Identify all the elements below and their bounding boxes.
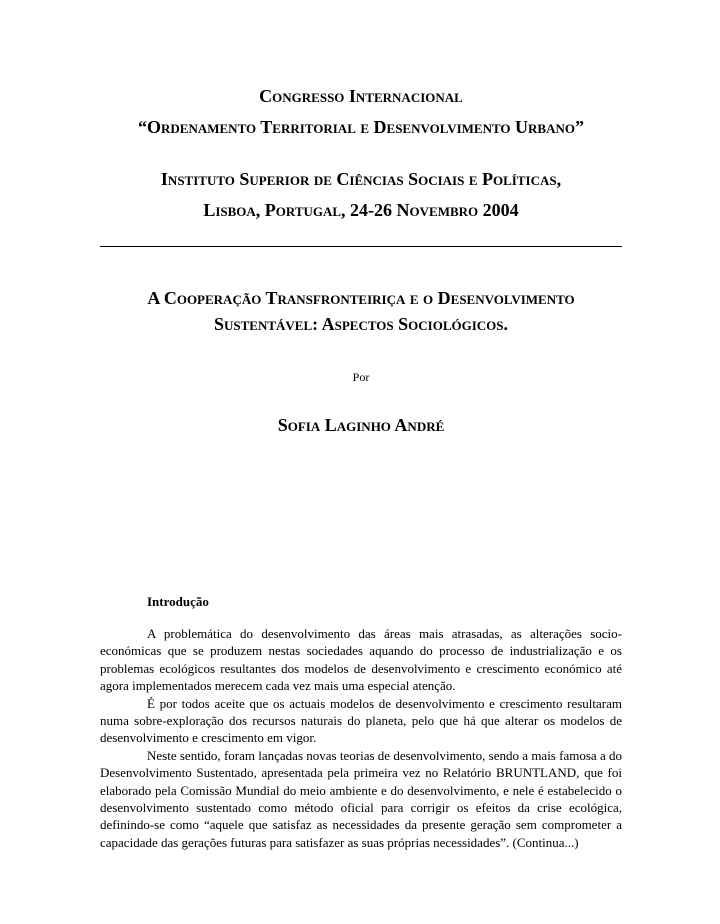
paragraph: Neste sentido, foram lançadas novas teorias de desenvolvimento, sendo a mais famosa a do Desenvolvimento Sustentado, apresentada pela primeira vez no Relatório BRUNTLAND, que foi elaborado pela Comissão Mundial do meio ambiente e do desenvolvimento, e nele é estabelecido o desenvolvimento sustentado como método oficial para corrigir os efeitos da crise ecológica, definindo-se como “aquele que satisfaz as necessidades da presente geração sem comprometer a capacidade das gerações futuras para satisfazer as suas próprias necessidades”. (Continua...)	[100, 747, 622, 850]
section-heading: Introdução	[147, 594, 209, 609]
conference-name: Congresso Internacional	[259, 86, 463, 106]
by-label: Por	[352, 370, 370, 384]
paragraph: A problemática do desenvolvimento das áreas mais atrasadas, as alterações socio-económicas que se produzem nestas sociedades aquando do processo de industrialização e os problemas ecológicos resultantes dos modelos de desenvolvimento e crescimento económico até agora implementados merecem cada vez mais uma especial atenção.	[100, 626, 622, 694]
header-divider	[100, 246, 622, 247]
conference-institution: Instituto Superior de Ciências Sociais e Políticas,	[160, 169, 562, 189]
paragraph: É por todos aceite que os actuais modelos de desenvolvimento e crescimento resultaram numa sobre-exploração dos recursos naturais do planeta, pelo que há que alterar os modelos de desenvolvimento e crescimento em vigor.	[100, 695, 622, 746]
author-name: Sofia Laginho André	[277, 415, 445, 435]
conference-theme: “Ordenamento Territorial e Desenvolvimento Urbano”	[138, 117, 584, 137]
paper-title: A Cooperação Transfronteiriça e o Desenvolvimento Sustentável: Aspectos Sociológicos.	[147, 288, 575, 334]
introduction-body	[100, 625, 622, 851]
conference-place-date: Lisboa, Portugal, 24-26 Novembro 2004	[203, 200, 519, 220]
